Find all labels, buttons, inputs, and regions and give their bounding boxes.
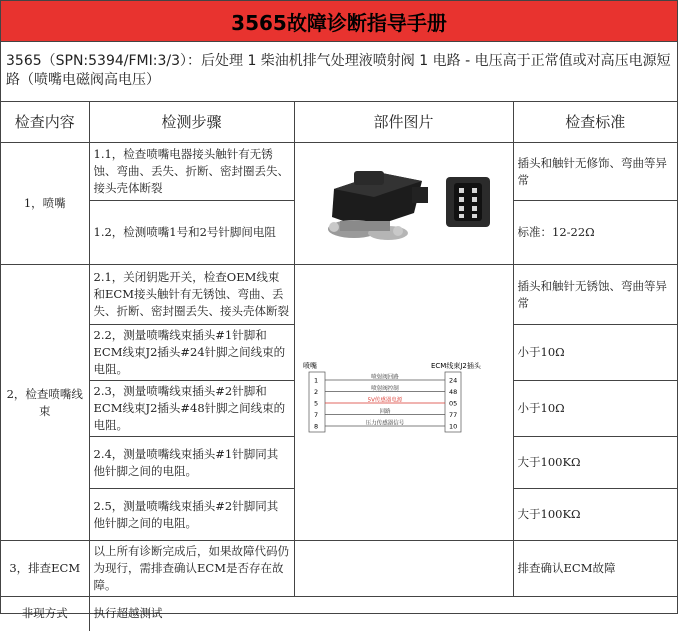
header-row xyxy=(1,102,677,143)
wire-right-pin: 24 xyxy=(448,376,457,385)
table-row xyxy=(1,541,677,597)
table-row xyxy=(1,265,677,325)
wire-left-pin: 2 xyxy=(313,388,318,396)
standard-text: 插头和触针无锈蚀、弯曲等异常 xyxy=(513,265,677,325)
wire-label: 喷射阀回路 xyxy=(370,374,399,381)
wire-left-pin: 1 xyxy=(313,376,318,385)
wire-label: 压力传感器信号 xyxy=(365,420,404,427)
wire-right-pin: 48 xyxy=(448,388,457,396)
standard-text: 小于10Ω xyxy=(513,381,677,437)
standard-text: 排查确认ECM故障 xyxy=(513,541,677,597)
standard-text: 插头和触针无修饰、弯曲等异常 xyxy=(513,143,677,201)
step-text: 2.4，测量喷嘴线束插头#1针脚同其他针脚之间的电阻。 xyxy=(89,437,294,489)
standard-text: 小于10Ω xyxy=(513,325,677,381)
step-text: 1.1，检查喷嘴电器接头触针有无锈蚀、弯曲、丢失、折断、密封圈丢失、接头壳体断裂 xyxy=(89,143,294,201)
wire-label: 回路 xyxy=(378,409,391,415)
check-item: 2，检查喷嘴线束 xyxy=(1,265,89,541)
wire-right-pin: 10 xyxy=(448,422,457,431)
diagram-right-title: ECM线束J2插头 xyxy=(430,362,481,370)
step-text: 以上所有诊断完成后，如果故障代码仍为现行，需排查确认ECM是否存在故障。 xyxy=(89,541,294,597)
step-text: 2.2，测量喷嘴线束插头#1针脚和ECM线束J2插头#24针脚之间线束的电阻。 xyxy=(89,325,294,381)
footer-label: 非现方式 xyxy=(1,597,89,631)
check-item: 3，排查ECM xyxy=(1,541,89,597)
nozzle-photo xyxy=(304,151,504,251)
wire-label: 喷射阀控制 xyxy=(370,386,399,392)
wire-label: 5V传感器电源 xyxy=(367,397,402,404)
wire-right-pin: 05 xyxy=(448,399,457,408)
header-check-item: 检查内容 xyxy=(1,102,89,143)
nozzle-image-cell xyxy=(294,143,513,265)
empty-image-cell xyxy=(294,541,513,597)
step-text: 2.5，测量喷嘴线束插头#2针脚同其他针脚之间的电阻。 xyxy=(89,489,294,541)
fault-description: 3565（SPN:5394/FMI:3/3）：后处理 1 柴油机排气处理液喷射阀 1 电路 - 电压高于正常值或对高压电源短路（喷嘴电磁阀高电压） xyxy=(1,42,677,102)
wire-left-pin: 8 xyxy=(313,422,318,431)
step-text: 2.3，测量喷嘴线束插头#2针脚和ECM线束J2插头#48针脚之间线束的电阻。 xyxy=(89,381,294,437)
wire-left-pin: 7 xyxy=(313,411,318,419)
wire-left-pin: 5 xyxy=(313,399,318,408)
standard-text: 标准：12-22Ω xyxy=(513,201,677,265)
check-item: 1，喷嘴 xyxy=(1,143,89,265)
wiring-diagram-cell xyxy=(294,265,513,541)
step-text: 1.2，检测喷嘴1号和2号针脚间电阻 xyxy=(89,201,294,265)
wiring-diagram xyxy=(299,360,509,440)
step-text: 2.1，关闭钥匙开关，检查OEM线束和ECM接头触针有无锈蚀、弯曲、丢失、折断、密封圈丢失、接头壳体断裂 xyxy=(89,265,294,325)
page-title: 3565故障诊断指导手册 xyxy=(1,1,677,42)
table-row xyxy=(1,143,677,201)
standard-text: 大于100KΩ xyxy=(513,489,677,541)
diagnosis-table xyxy=(1,102,677,631)
header-steps: 检测步骤 xyxy=(89,102,294,143)
standard-text: 大于100KΩ xyxy=(513,437,677,489)
header-standard: 检查标准 xyxy=(513,102,677,143)
footer-value: 执行超越测试 xyxy=(89,597,677,631)
wire-right-pin: 77 xyxy=(448,411,457,419)
header-image: 部件图片 xyxy=(294,102,513,143)
diagram-left-title: 喷嘴 xyxy=(302,362,317,370)
